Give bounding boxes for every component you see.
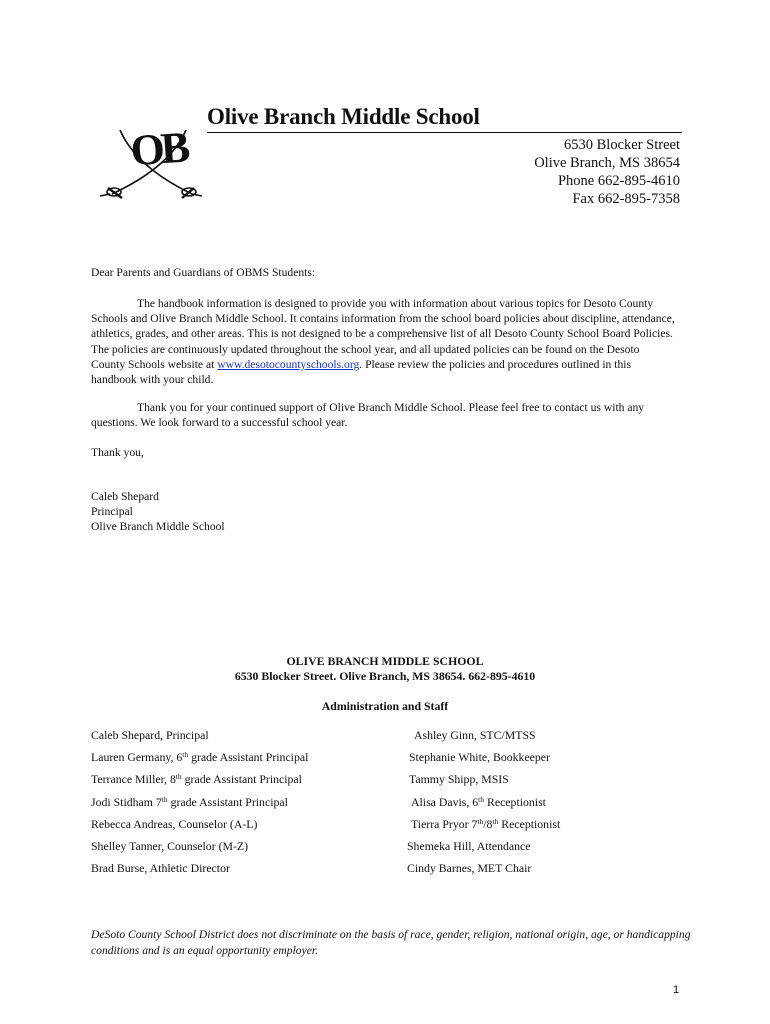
signature-title: Principal [91, 505, 133, 519]
letter-greeting: Dear Parents and Guardians of OBMS Students: [91, 266, 316, 279]
staff-entry: Jodi Stidham 7th grade Assistant Principal [91, 795, 288, 809]
staff-entry: Brad Burse, Athletic Director [91, 861, 230, 875]
signature-school: Olive Branch Middle School [91, 520, 225, 534]
letter-paragraph-1 [91, 296, 676, 387]
address-line: Phone 662-895-4610 [557, 173, 680, 189]
staff-entry: Tierra Pryor 7th/8th Receptionist [411, 817, 561, 831]
school-address [534, 136, 680, 208]
signature-name: Caleb Shepard [91, 490, 159, 503]
address-line: Fax 662-895-7358 [572, 191, 680, 207]
address-line: Olive Branch, MS 38654 [534, 155, 680, 171]
page-number: 1 [673, 984, 680, 996]
staff-entry: Shemeka Hill, Attendance [407, 839, 531, 853]
staff-entry: Lauren Germany, 6th grade Assistant Principal [91, 750, 309, 764]
staff-entry: Cindy Barnes, MET Chair [407, 861, 532, 875]
letter-closing: Thank you, [91, 446, 144, 459]
logo-ob-text: OB [128, 122, 188, 176]
directory-subtitle: Administration and Staff [321, 699, 449, 713]
staff-entry: Rebecca Andreas, Counselor (A-L) [91, 817, 258, 831]
directory-title: OLIVE BRANCH MIDDLE SCHOOL [286, 654, 484, 668]
nondiscrimination-statement: DeSoto County School District does not discriminate on the basis of race, gender, religion, national origin, age, or handicapping conditions and is an equal opportunity employer. [91, 928, 691, 957]
school-logo-icon [96, 112, 206, 204]
staff-entry: Shelley Tanner, Counselor (M-Z) [91, 839, 249, 853]
directory-address: 6530 Blocker Street. Olive Branch, MS 38654. 662-895-4610 [234, 669, 536, 683]
paragraph-text: The handbook information is designed to provide you with information about various topics for Desoto County Schools and Olive Branch Middle School. It contains information from the school board policies about discipline, attendance, athletics, grades, and other areas. This is not designed to be a comprehensive list of all Desoto County School Board Policies. The policies are continuously updated throughout the school year, and all updated policies can be found on the Desoto County Schools website at [91, 297, 675, 371]
staff-entry: Stephanie White, Bookkeeper [409, 750, 550, 764]
district-website-link[interactable]: www.desotocountyschools.org [217, 357, 360, 371]
staff-entry: Terrance Miller, 8th grade Assistant Principal [91, 772, 302, 786]
title-divider [207, 132, 682, 133]
staff-entry: Caleb Shepard, Principal [91, 728, 209, 742]
staff-entry: Tammy Shipp, MSIS [409, 772, 509, 786]
address-line: 6530 Blocker Street [564, 137, 680, 153]
page-title: Olive Branch Middle School [207, 104, 480, 129]
staff-entry: Alisa Davis, 6th Receptionist [411, 795, 546, 809]
signature-block [91, 489, 676, 535]
staff-entry: Ashley Ginn, STC/MTSS [414, 728, 536, 742]
letter-paragraph-2: Thank you for your continued support of Olive Branch Middle School. Please feel free to contact us with any questions. We look forward to a successful school year. [91, 401, 645, 430]
paragraph-text: . Please review the policies and procedures outlined in this handbook with your child. [91, 357, 631, 387]
